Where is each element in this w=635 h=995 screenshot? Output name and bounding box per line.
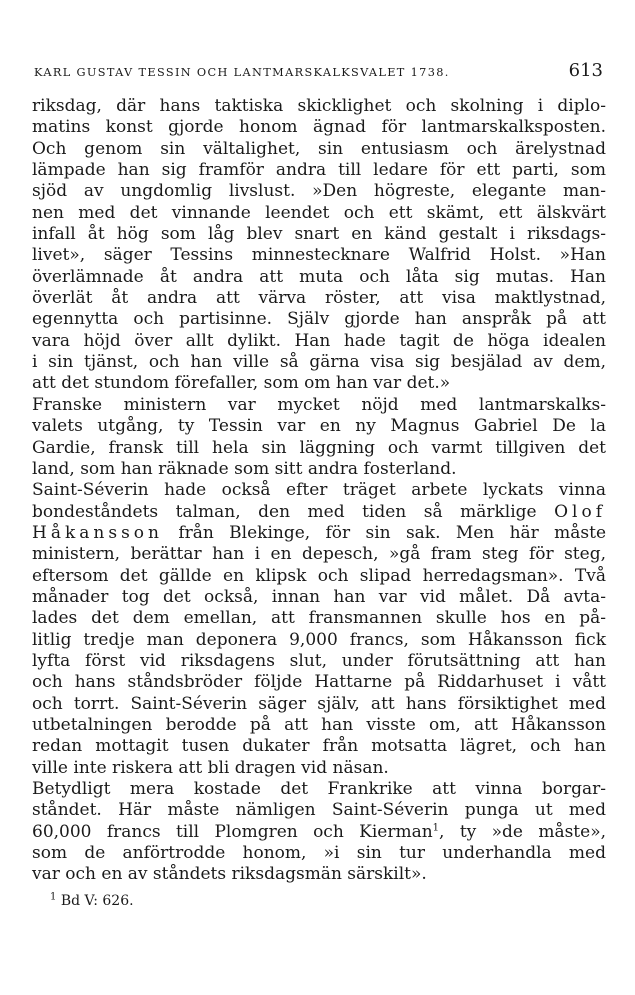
text-line: lades det dem emellan, att fransmannen skulle hos en på- (32, 608, 606, 629)
text-line: överlät åt andra att värva röster, att visa maktlystnad, (32, 288, 606, 309)
text-line: och torrt. Saint-Séverin säger själv, att hans försiktighet med (32, 693, 606, 714)
footnote-text: Bd V: 626. (60, 893, 134, 909)
text-line (32, 502, 606, 523)
text-line: redan mottagit tusen dukater från motsatta lägret, och han (32, 736, 606, 757)
text-line: lyfta först vid riksdagens slut, under förutsättning att han (32, 650, 606, 671)
running-header (32, 60, 603, 84)
text-line: riksdag, där hans taktiska skicklighet och skolning i diplo- (32, 96, 606, 116)
text-line: Franske ministern var mycket nöjd med lantmarskalks- (32, 394, 606, 415)
text-line: valets utgång, ty Tessin var en ny Magnus Gabriel De la (32, 416, 606, 437)
text-line: ministern, berättar han i en depesch, »gå fram steg för steg, (32, 544, 606, 565)
body-text (32, 96, 606, 886)
text-line: månader tog det också, innan han var vid målet. Då avta- (32, 586, 606, 607)
text-line: livet», säger Tessins minnestecknare Walfrid Holst. »Han (32, 245, 606, 266)
text-line: infall åt hög som låg blev snart en känd gestalt i riksdags- (32, 224, 606, 245)
text-line: var och en av ståndets riksdagsmän särskilt». (32, 864, 427, 885)
text-segment: från Blekinge, för sin sak. Men här måste (178, 522, 607, 543)
text-line: i sin tjänst, och han ville så gärna visa sig besjälad av dem, (32, 352, 606, 373)
text-segment: bondeståndets talman, den med tiden så märklige (32, 501, 537, 522)
footnote-reference: 1 (432, 822, 440, 834)
text-line: land, som han räknade som sitt andra fosterland. (32, 458, 457, 479)
running-title: KARL GUSTAV TESSIN OCH LANTMARSKALKSVALET 1738. (34, 66, 450, 79)
text-line: eftersom det gällde en klipsk och slipad herredagsman». Två (32, 565, 606, 586)
footnote-marker: 1 (50, 891, 57, 903)
text-line: lämpade han sig framför andra till ledare för ett parti, som (32, 160, 606, 181)
text-line: att det stundom förefaller, som om han var det.» (32, 373, 451, 394)
spaced-name-hakansson: Håkansson (32, 522, 163, 543)
text-line: sjöd av ungdomlig livslust. »Den högreste, elegante man- (32, 181, 606, 202)
text-line: överlämnade åt andra att muta och låta sig mutas. Han (32, 266, 606, 287)
page-number: 613 (568, 60, 603, 81)
text-line: utbetalningen berodde på att han visste om, att Håkansson (32, 714, 606, 735)
spaced-name-olof: Olof (554, 501, 606, 522)
text-line: matins konst gjorde honom ägnad för lantmarskalksposten. (32, 117, 606, 138)
text-segment: , ty »de måste», (439, 821, 606, 842)
text-line: Saint-Séverin hade också efter träget arbete lyckats vinna (32, 480, 606, 501)
text-line: och hans ståndsbröder följde Hattarne på Riddarhuset i vått (32, 672, 606, 693)
text-line: vara höjd över allt dylikt. Han hade tagit de höga idealen (32, 330, 606, 351)
text-line: Gardie, fransk till hela sin läggning och varmt tillgiven det (32, 437, 606, 458)
text-line: litlig tredje man deponera 9,000 francs, som Håkansson fick (32, 629, 606, 650)
text-line: ville inte riskera att bli dragen vid näsan. (32, 757, 389, 778)
text-line (32, 822, 606, 843)
text-line: som de anförtrodde honom, »i sin tur underhandla med (32, 843, 606, 864)
text-line: Betydligt mera kostade det Frankrike att vinna borgar- (32, 779, 606, 799)
text-line: egennytta och partisinne. Själv gjorde han anspråk på att (32, 309, 606, 330)
text-segment: 60,000 francs till Plomgren och Kierman (32, 821, 433, 842)
footnote (50, 893, 134, 909)
text-line (32, 523, 606, 544)
text-line: Och genom sin vältalighet, sin entusiasm och ärelystnad (32, 138, 606, 159)
text-line: ståndet. Här måste nämligen Saint-Séverin punga ut med (32, 800, 606, 821)
text-line: nen med det vinnande leendet och ett skämt, ett älskvärt (32, 202, 606, 223)
